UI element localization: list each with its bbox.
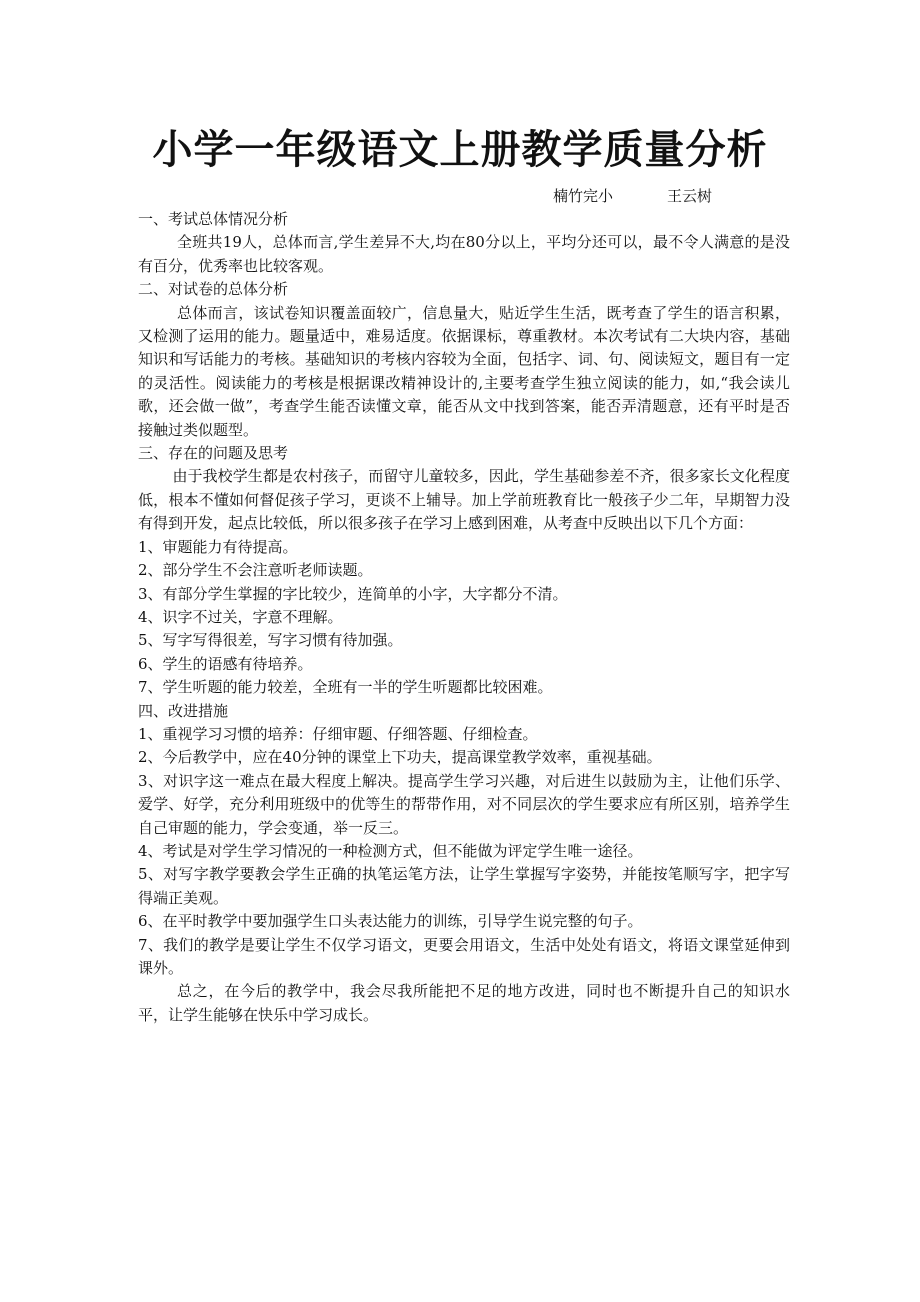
section-heading-4: 四、改进措施 xyxy=(138,701,229,720)
author-name: 王云树 xyxy=(667,187,713,205)
improvement-item: 7、我们的教学是要让学生不仅学习语文，更要会用语文，生活中处处有语文，将语文课堂延伸到课外。 xyxy=(138,935,790,977)
problem-item: 2、部分学生不会注意听老师读题。 xyxy=(138,561,373,580)
improvement-item: 1、重视学习习惯的培养：仔细审题、仔细答题、仔细检查。 xyxy=(138,724,538,743)
section-paragraph-2: 总体而言，该试卷知识覆盖面较广，信息量大，贴近学生生活，既考查了学生的语言积累，又检测了运用的能力。题量适中，难易适度。依据课标，尊重教材。本次考试有二大块内容，基础知识和写话能力的考核。基础知识的考核内容较为全面，包括字、词、句、阅读短文，题目有一定的灵活性。阅读能力的考核是根据课改精神设计的,主要考查学生独立阅读的能力，如,“我会读儿歌，还会做一做”，考查学生能否读懂文章，能否从文中找到答案，能否弄清题意，还有平时是否接触过类似题型。 xyxy=(138,303,790,439)
section-heading-2: 二、对试卷的总体分析 xyxy=(138,280,289,299)
improvement-item: 4、考试是对学生学习情况的一种检测方式，但不能做为评定学生唯一途径。 xyxy=(138,841,643,860)
section-heading-3: 三、存在的问题及思考 xyxy=(138,444,289,463)
problem-item: 7、学生听题的能力较差，全班有一半的学生听题都比较困难。 xyxy=(138,678,553,697)
improvement-item: 5、对写字教学要教会学生正确的执笔运笔方法，让学生掌握写字姿势，并能按笔顺写字，把字写得端正美观。 xyxy=(138,865,790,907)
document-title: 小学一年级语文上册教学质量分析 xyxy=(152,127,768,173)
section-heading-1: 一、考试总体情况分析 xyxy=(138,210,289,228)
section-paragraph-3: 由于我校学生都是农村孩子，而留守儿童较多，因此，学生基础参差不齐，很多家长文化程度低，根本不懂如何督促孩子学习，更谈不上辅导。加上学前班教育比一般孩子少二年，早期智力没有得到开发，起点比较低，所以很多孩子在学习上感到困难，从考查中反映出以下几个方面： xyxy=(138,467,790,533)
problem-item: 1、审题能力有待提高。 xyxy=(138,537,298,556)
section-paragraph-1: 全班共19人，总体而言,学生差异不大,均在80分以上，平均分还可以，最不令人满意的是没有百分，优秀率也比较客观。 xyxy=(138,233,790,275)
problem-item: 4、识字不过关，字意不理解。 xyxy=(138,607,343,626)
document-body xyxy=(138,208,790,1027)
improvement-item: 6、在平时教学中要加强学生口头表达能力的训练，引导学生说完整的句子。 xyxy=(138,912,643,931)
problem-item: 3、有部分学生掌握的字比较少，连简单的小字，大字都分不清。 xyxy=(138,584,568,603)
improvement-item: 2、今后教学中，应在40分钟的课堂上下功夫，提高课堂教学效率，重视基础。 xyxy=(138,748,662,767)
conclusion-paragraph: 总之，在今后的教学中，我会尽我所能把不足的地方改进，同时也不断提升自己的知识水平，让学生能够在快乐中学习成长。 xyxy=(138,982,790,1024)
problem-item: 5、写字写得很差，写字习惯有待加强。 xyxy=(138,631,403,650)
byline xyxy=(553,184,712,208)
improvement-item: 3、对识字这一难点在最大程度上解决。提高学生学习兴趣，对后进生以鼓励为主，让他们乐学、爱学、好学，充分利用班级中的优等生的帮带作用，对不同层次的学生要求应有所区别，培养学生自己审题的能力，学会变通，举一反三。 xyxy=(138,771,790,837)
problem-item: 6、学生的语感有待培养。 xyxy=(138,654,313,673)
school-name: 楠竹完小 xyxy=(553,187,614,205)
